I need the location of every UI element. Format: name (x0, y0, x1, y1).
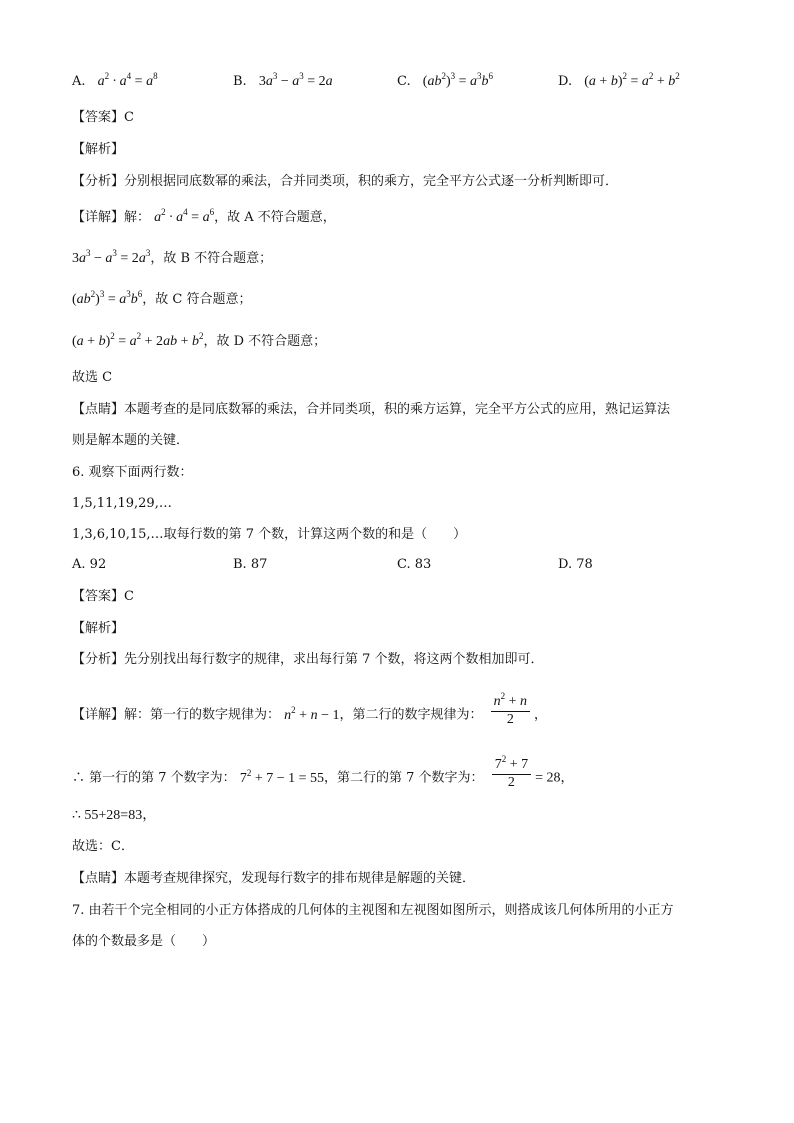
q5-fenxi (72, 173, 734, 191)
detail-label: 【详解】 (72, 707, 125, 723)
detail-label: 【详解】 (72, 210, 125, 225)
dianjing-text: 本题考查规律探究，发现每行数字的排布规律是解题的关键． (124, 871, 476, 886)
answer-label: 【答案】 (72, 589, 125, 604)
fenxi-text: 分别根据同底数幂的乘法，合并同类项，积的乘方，完全平方公式逐一分析判断即可． (124, 174, 619, 189)
option-letter: D. (558, 74, 573, 89)
q5-option-b (233, 71, 333, 90)
q6-option-b (233, 557, 267, 572)
option-expr: $(a + b)^2 = a^2 + b^2$ (584, 71, 680, 89)
detail-formula: $a^2 \cdot a^4 = a^6$ (154, 207, 215, 225)
option-expr: $(ab^2)^3 = a^3b^6$ (422, 71, 494, 89)
detail-text: ∴ 55+28=83， (72, 808, 157, 823)
formula-second-value: $\frac{7^2 + 7}{2}$ (492, 757, 531, 791)
dianjing-label: 【点睛】 (72, 871, 125, 886)
detail-text: ，第二行的数字规律为： (339, 707, 483, 723)
q5-detail-b (72, 250, 734, 268)
q6-answer (72, 588, 734, 606)
option-expr: $3a^3 - a^3 = 2a$ (258, 71, 333, 89)
detail-formula: $3a^3 - a^3 = 2a^3$ (72, 248, 151, 266)
dianjing-text: 则是解本题的关键． (72, 433, 190, 448)
option-value: 83 (414, 557, 432, 572)
option-value: 87 (250, 557, 268, 572)
q6-analysis-label (72, 620, 734, 638)
choose-text: 故选 C (72, 370, 113, 385)
option-letter: B. (233, 74, 247, 89)
fenxi-label: 【分析】 (72, 652, 125, 667)
option-letter: C. (397, 557, 411, 572)
detail-text: 解：第一行的数字规律为： (124, 707, 281, 723)
q6-option-d (558, 557, 593, 572)
number-row: 1,3,6,10,15,… (72, 527, 164, 542)
detail-text: ∴ 第一行的第 7 个数字为： (72, 770, 236, 786)
question-stem: 体的个数最多是（ ） (72, 934, 216, 949)
answer-value: C (124, 589, 134, 604)
q6-detail-2: ∴ 第一行的第 7 个数字为： $7^2 + 7 - 1 = 55$，第二行的第 7 个数字为： $\frac{7^2 + 7}{2}$ = 28， (72, 754, 574, 790)
option-letter: A. (72, 557, 86, 572)
option-expr: $a^2 \cdot a^4 = a^8$ (97, 71, 158, 89)
q6-row1 (72, 495, 734, 513)
q7-line-2 (72, 933, 734, 951)
analysis-label: 【解析】 (72, 621, 125, 636)
option-letter: C. (397, 74, 411, 89)
option-value: 78 (576, 557, 593, 572)
choose-text: 故选：C． (72, 839, 134, 854)
answer-value: C (124, 110, 134, 125)
analysis-label: 【解析】 (72, 142, 125, 157)
formula-second-row: $\frac{n^2 + n}{2}$ (491, 694, 530, 728)
q5-detail-a (72, 209, 734, 227)
detail-text: ，故 C 符合题意； (142, 292, 252, 307)
q7-line-1 (72, 902, 734, 920)
q6-option-a (72, 557, 106, 572)
detail-formula: $(ab^2)^3 = a^3b^6$ (72, 289, 143, 307)
q6-dianjing (72, 870, 734, 888)
option-letter: A. (72, 74, 86, 89)
q6-detail-1: 【详解】解：第一行的数字规律为： $n^2 + n - 1$，第二行的数字规律为： $\frac{n^2 + n}{2}$ ， (72, 691, 548, 727)
option-letter: D. (558, 557, 573, 572)
detail-text: ，故 B 不符合题意； (150, 251, 273, 266)
q5-dianjing-2 (72, 432, 734, 450)
q6-stem (72, 464, 734, 482)
detail-formula: $(a + b)^2 = a^2 + 2ab + b^2$ (72, 331, 204, 349)
q6-option-c (397, 557, 431, 572)
answer-label: 【答案】 (72, 110, 125, 125)
question-stem: 6. 观察下面两行数： (72, 465, 193, 480)
q6-fenxi (72, 651, 734, 669)
q5-answer (72, 109, 734, 127)
dianjing-label: 【点睛】 (72, 402, 125, 417)
q5-detail-c (72, 291, 734, 309)
detail-text: ，故 D 不符合题意； (203, 334, 327, 349)
detail-text: ，第二行的第 7 个数字为： (324, 770, 484, 786)
q5-dianjing-1 (72, 401, 734, 419)
q5-option-c (397, 71, 494, 90)
q5-detail-d (72, 333, 734, 351)
q5-option-d (558, 71, 680, 90)
question-text: 取每行数的第 7 个数，计算这两个数的和是（ ） (163, 527, 467, 542)
fenxi-text: 先分别找出每行数字的规律，求出每行第 7 个数，将这两个数相加即可． (124, 652, 544, 667)
formula-first-row: $n^2 + n - 1$ (284, 704, 340, 723)
q6-detail-3 (72, 807, 734, 825)
q6-choose (72, 838, 734, 856)
question-stem: 7. 由若干个完全相同的小正方体搭成的几何体的主视图和左视图如图所示，则搭成该几何体所用的小正方 (72, 903, 674, 918)
q5-option-a (72, 71, 158, 90)
q5-analysis-label (72, 141, 734, 159)
number-row: 1,5,11,19,29,… (72, 496, 172, 511)
formula-first-value: $7^2 + 7 - 1 = 55$ (239, 767, 324, 786)
detail-text: ，故 A 不符合题意， (214, 210, 336, 225)
fenxi-label: 【分析】 (72, 174, 125, 189)
detail-prefix: 解： (124, 210, 151, 225)
option-value: 92 (89, 557, 107, 572)
q6-row2 (72, 526, 734, 544)
option-letter: B. (233, 557, 247, 572)
dianjing-text: 本题考查的是同底数幂的乘法，合并同类项，积的乘方运算，完全平方公式的应用，熟记运算法 (124, 402, 671, 417)
q5-choose (72, 369, 734, 387)
